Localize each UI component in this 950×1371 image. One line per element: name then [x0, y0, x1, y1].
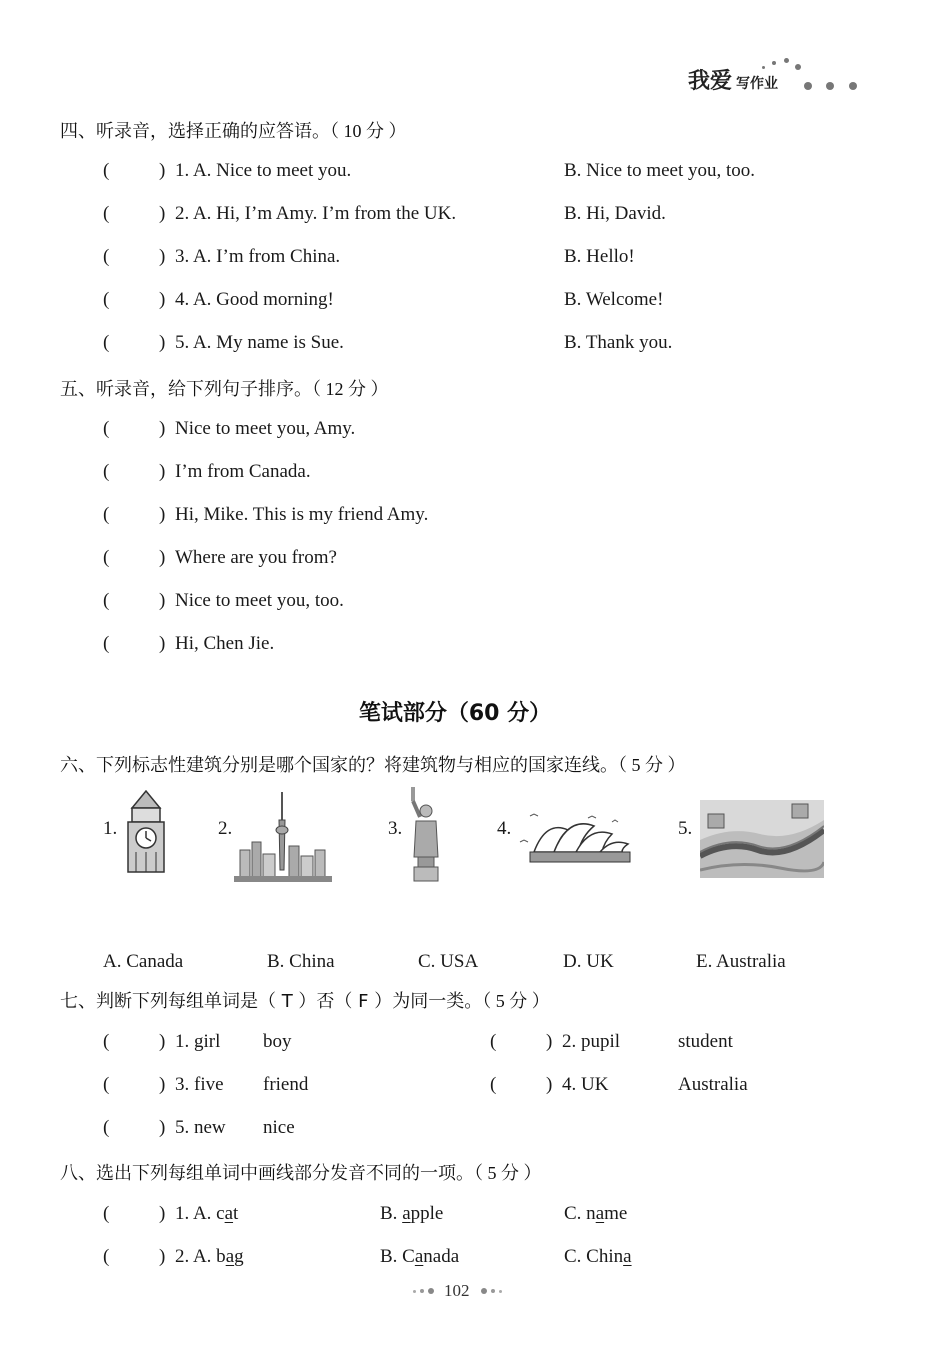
s5-item-4-answer-blank[interactable]	[113, 547, 157, 569]
s7-word-1: 4. UK	[562, 1074, 609, 1095]
s5-item-4-open: (	[103, 547, 110, 568]
s4-item-5-close: )	[159, 332, 166, 353]
section-7-points: （ 5 分 ）	[482, 991, 550, 1011]
section-6-title	[60, 751, 686, 777]
s7-word-1: 3. five	[175, 1074, 224, 1095]
toronto-skyline-icon	[234, 790, 332, 882]
s4-item-4-close: )	[159, 289, 166, 310]
s8-underlined-letter: a	[623, 1246, 632, 1267]
s7-item-5-open: (	[103, 1117, 110, 1138]
s5-item-5-open: (	[103, 590, 110, 611]
s4-item-2-open: (	[103, 203, 110, 224]
picture-number-3: 3.	[388, 818, 403, 839]
s5-item-2-open: (	[103, 461, 110, 482]
s4-option-a: 5. A. My name is Sue.	[175, 332, 344, 353]
s5-item-6-open: (	[103, 633, 110, 654]
s5-item-1-answer-blank[interactable]	[113, 418, 157, 440]
s8-item-2-answer-blank[interactable]	[113, 1246, 157, 1268]
s8-option-text: C. n	[564, 1203, 596, 1224]
section-7-title	[60, 987, 550, 1013]
s4-item-4-open: (	[103, 289, 110, 310]
s8-underlined-letter: a	[595, 1203, 605, 1224]
s4-option-a: 4. A. Good morning!	[175, 289, 334, 310]
s4-option-b: B. Hi, David.	[564, 203, 666, 224]
s7-item-5-answer-blank[interactable]	[113, 1117, 157, 1139]
page-number: 102	[444, 1281, 470, 1300]
s7-item-5-close: )	[159, 1117, 166, 1138]
section-5-points: （ 12 分 ）	[312, 379, 389, 399]
s4-item-2-close: )	[159, 203, 166, 224]
s8-option-text: B. C	[380, 1246, 415, 1267]
section-4-points: （ 10 分 ）	[330, 121, 407, 141]
s8-underlined-letter: a	[225, 1246, 235, 1267]
statue-of-liberty-icon	[404, 787, 448, 883]
country-china: B. China	[267, 951, 335, 972]
brand-sub: 写作业	[736, 76, 779, 92]
s4-item-1-close: )	[159, 160, 166, 181]
s7-word-2: boy	[263, 1031, 292, 1052]
s8-item-1-open: (	[103, 1203, 110, 1224]
s8-option-text: C. Chin	[564, 1246, 624, 1267]
s7-item-4-open: (	[490, 1074, 497, 1095]
s5-item-6-close: )	[159, 633, 166, 654]
s5-item-1-open: (	[103, 418, 110, 439]
s8-option-text: 1. A. c	[175, 1203, 225, 1224]
section-6-points: （ 5 分 ）	[618, 755, 686, 775]
s8-option-text: t	[233, 1203, 239, 1224]
s5-sentence: Where are you from?	[175, 547, 337, 568]
s7-item-4-close: )	[546, 1074, 553, 1095]
s8-option-a	[175, 1203, 238, 1225]
s8-option-text: pple	[410, 1203, 444, 1224]
s7-item-1-close: )	[159, 1031, 166, 1052]
country-australia: E. Australia	[696, 951, 786, 972]
s5-item-6-answer-blank[interactable]	[113, 633, 157, 655]
s7-item-3-close: )	[159, 1074, 166, 1095]
big-ben-icon	[124, 790, 168, 874]
s7-word-1: 1. girl	[175, 1031, 221, 1052]
s5-item-2-close: )	[159, 461, 166, 482]
s7-word-1: 2. pupil	[562, 1031, 621, 1052]
s8-item-1-answer-blank[interactable]	[113, 1203, 157, 1225]
s8-option-a	[175, 1246, 244, 1268]
s8-option-text: B.	[380, 1203, 403, 1224]
s4-item-3-close: )	[159, 246, 166, 267]
s4-item-1-open: (	[103, 160, 110, 181]
written-part-title: 笔试部分（60 分）	[358, 701, 552, 726]
s4-item-5-answer-blank[interactable]	[113, 332, 157, 354]
s4-item-3-answer-blank[interactable]	[113, 246, 157, 268]
s8-option-c	[564, 1246, 632, 1268]
s5-item-2-answer-blank[interactable]	[113, 461, 157, 483]
s8-option-text: 2. A. b	[175, 1246, 226, 1267]
s4-option-b: B. Welcome!	[564, 289, 664, 310]
section-6-heading: 六、下列标志性建筑分别是哪个国家的？将建筑物与相应的国家连线。	[60, 755, 618, 776]
section-8-title	[60, 1159, 542, 1185]
s5-sentence: Hi, Mike. This is my friend Amy.	[175, 504, 429, 525]
s7-item-2-open: (	[490, 1031, 497, 1052]
section-5-heading: 五、听录音，给下列句子排序。	[60, 379, 312, 400]
section-4-heading: 四、听录音，选择正确的应答语。	[60, 121, 330, 142]
s7-item-4-answer-blank[interactable]	[500, 1074, 544, 1096]
brand-logo	[688, 64, 778, 95]
great-wall-icon	[700, 800, 824, 878]
s8-option-text: g	[234, 1246, 244, 1267]
s7-word-1: 5. new	[175, 1117, 226, 1138]
s5-item-3-open: (	[103, 504, 110, 525]
s8-option-text: me	[604, 1203, 628, 1224]
s4-item-1-answer-blank[interactable]	[113, 160, 157, 182]
s4-option-b: B. Thank you.	[564, 332, 673, 353]
country-canada: A. Canada	[103, 951, 184, 972]
s8-item-1-close: )	[159, 1203, 166, 1224]
s7-word-2: Australia	[678, 1074, 748, 1095]
s8-underlined-letter: a	[402, 1203, 411, 1224]
s4-option-a: 1. A. Nice to meet you.	[175, 160, 352, 181]
s7-item-1-open: (	[103, 1031, 110, 1052]
s4-option-a: 3. A. I’m from China.	[175, 246, 341, 267]
s5-item-3-answer-blank[interactable]	[113, 504, 157, 526]
s4-item-4-answer-blank[interactable]	[113, 289, 157, 311]
section-4-title	[60, 117, 407, 143]
picture-number-4: 4.	[497, 818, 512, 839]
s8-item-2-open: (	[103, 1246, 110, 1267]
s4-item-5-open: (	[103, 332, 110, 353]
country-usa: C. USA	[418, 951, 479, 972]
sydney-opera-house-icon	[516, 812, 636, 866]
s8-item-2-close: )	[159, 1246, 166, 1267]
s8-option-b	[380, 1203, 443, 1225]
s4-option-b: B. Nice to meet you, too.	[564, 160, 756, 181]
s5-item-5-close: )	[159, 590, 166, 611]
s8-underlined-letter: a	[224, 1203, 234, 1224]
s7-word-2: student	[678, 1031, 733, 1052]
s5-item-4-close: )	[159, 547, 166, 568]
section-8-heading: 八、选出下列每组单词中画线部分发音不同的一项。	[60, 1163, 474, 1184]
s7-item-3-open: (	[103, 1074, 110, 1095]
section-8-points: （ 5 分 ）	[474, 1163, 542, 1183]
s7-item-3-answer-blank[interactable]	[113, 1074, 157, 1096]
s7-item-1-answer-blank[interactable]	[113, 1031, 157, 1053]
brand-main: 我爱	[688, 69, 733, 94]
s5-item-1-close: )	[159, 418, 166, 439]
s8-option-text: nada	[423, 1246, 460, 1267]
s5-sentence: Nice to meet you, Amy.	[175, 418, 356, 439]
s7-word-2: friend	[263, 1074, 309, 1095]
section-5-title	[60, 375, 389, 401]
s5-sentence: I’m from Canada.	[175, 461, 311, 482]
s8-underlined-letter: a	[414, 1246, 424, 1267]
picture-number-1: 1.	[103, 818, 118, 839]
s7-item-2-answer-blank[interactable]	[500, 1031, 544, 1053]
s5-sentence: Nice to meet you, too.	[175, 590, 344, 611]
country-uk: D. UK	[563, 951, 614, 972]
s4-item-2-answer-blank[interactable]	[113, 203, 157, 225]
picture-number-5: 5.	[678, 818, 693, 839]
s4-option-b: B. Hello!	[564, 246, 635, 267]
s5-item-5-answer-blank[interactable]	[113, 590, 157, 612]
s7-item-2-close: )	[546, 1031, 553, 1052]
s5-sentence: Hi, Chen Jie.	[175, 633, 275, 654]
s4-item-3-open: (	[103, 246, 110, 267]
s5-item-3-close: )	[159, 504, 166, 525]
s8-option-b	[380, 1246, 459, 1268]
s7-word-2: nice	[263, 1117, 295, 1138]
section-7-heading: 七、判断下列每组单词是（ T ）否（ F ）为同一类。	[60, 991, 483, 1012]
s4-option-a: 2. A. Hi, I’m Amy. I’m from the UK.	[175, 203, 457, 224]
s8-option-c	[564, 1203, 627, 1225]
picture-number-2: 2.	[218, 818, 233, 839]
